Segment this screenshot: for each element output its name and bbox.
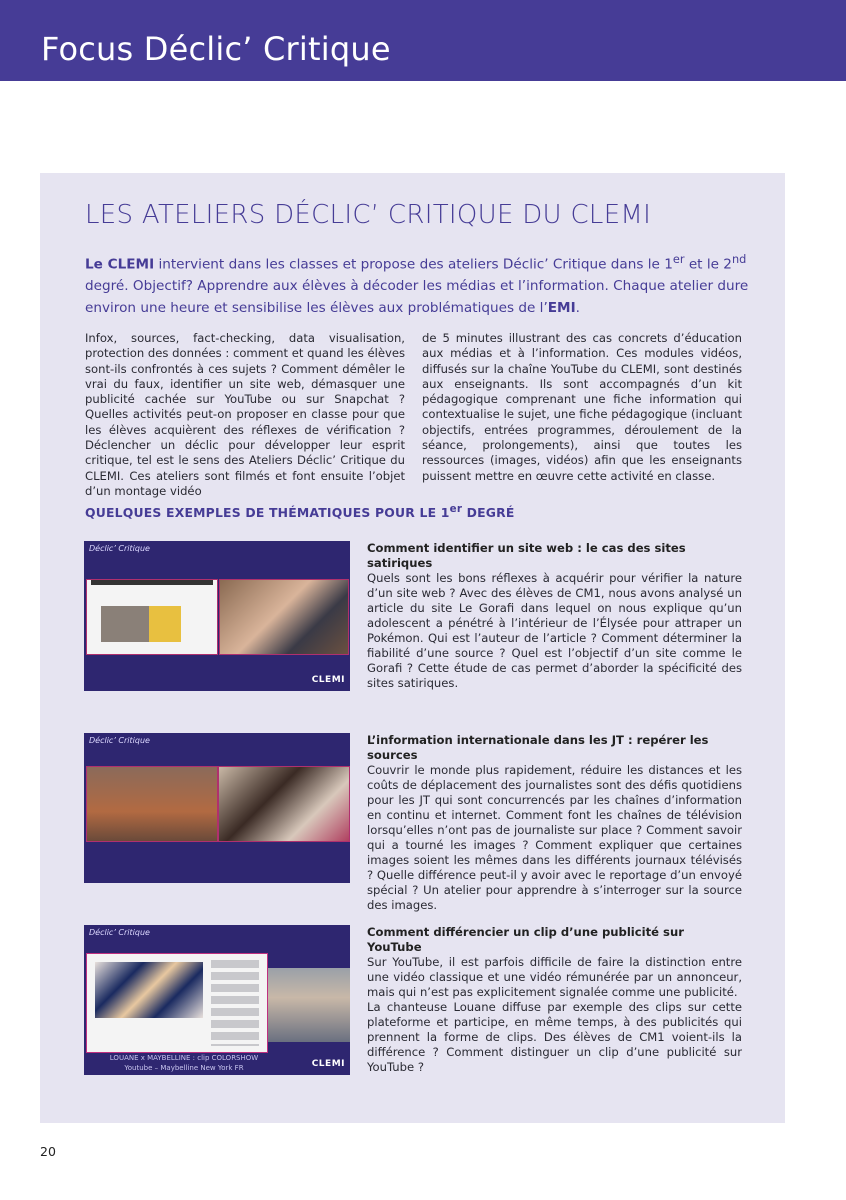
subheading-sup: er — [449, 503, 463, 515]
header-title: Focus Déclic’ Critique — [41, 30, 391, 68]
example-text — [367, 733, 742, 913]
examples-subheading — [85, 503, 515, 520]
body-column-right: de 5 minutes illustrant des cas concrets d’éducation aux médias et à l’information. Ces modules vidéos, diffusés sur la chaîne YouTube du CLEMI, sont destinés aux enseignants. Ils sont accompagnés d’un kit pédagogique comprenant une fiche information qui contextualise le sujet, une fiche pédagogique (incluant objectifs, entrées programmes, déroulement de la séance, prolongements), ainsi que toutes les ressources (images, vidéos) afin que les enseignants puissent mettre en œuvre cette activité en classe. — [422, 331, 742, 483]
intro-sup: nd — [731, 252, 747, 266]
intro-text: degré. Objectif? Apprendre aux élèves à décoder les médias et l’information. Chaque atelier dure environ une heure et sensibilise les élèves aux problématiques de l’ — [85, 278, 749, 316]
example-body: Quels sont les bons réflexes à acquérir pour vérifier la nature d’un site web ? Avec des élèves de CM1, nous avons analysé un article du site Le Gorafi dans lequel on nous explique qu’un adolescent a pénétré à l’intérieur de l’Élysée pour attraper un Pokémon. Qui est l’auteur de l’article ? Comment déterminer la fiabilité d’une source ? Quel est l’objectif d’un site comme le Gorafi ? Cette étude de cas permet d’aborder la spécificité des sites satiriques. — [367, 571, 742, 690]
caption-line: Youtube – Maybelline New York FR — [124, 1064, 244, 1072]
example-title: Comment différencier un clip d’une publicité sur YouTube — [367, 925, 684, 954]
article-screenshot — [86, 579, 218, 655]
intro-paragraph — [85, 249, 765, 319]
clemi-logo: CLEMI — [311, 1059, 345, 1069]
declic-critique-logo: Déclic’ Critique — [89, 928, 150, 937]
student-photo — [219, 579, 349, 655]
example-title: L’information internationale dans les JT : repérer les sources — [367, 733, 709, 762]
example-title: Comment identifier un site web : le cas des sites satiriques — [367, 541, 686, 570]
content-panel — [40, 173, 785, 1123]
example-text — [367, 925, 742, 1075]
intro-bold: EMI — [547, 299, 576, 316]
example-item — [84, 925, 784, 1077]
caption-line: LOUANE x MAYBELLINE : clip COLORSHOW — [109, 1054, 259, 1062]
example-body: Sur YouTube, il est parfois difficile de faire la distinction entre une vidéo classique et une vidéo rémunérée par un annonceur, mais qui n’est pas explicitement signalée comme une publicité. — [367, 955, 742, 999]
section-title: LES ATELIERS DÉCLIC’ CRITIQUE DU CLEMI — [85, 200, 652, 230]
example-body: La chanteuse Louane diffuse par exemple des clips sur cette plateforme et participe, en même temps, à des publicités qui prennent la forme de clips. Des élèves de CM1 voient-ils la différence ? Comment distinguer un clip d’une publicité sur YouTube ? — [367, 1000, 742, 1074]
page-header — [0, 0, 846, 81]
thumbnail-caption — [84, 1053, 284, 1073]
intro-text: . — [575, 299, 580, 316]
example-body: Couvrir le monde plus rapidement, réduire les distances et les coûts de déplacement des journalistes sont des défis quotidiens pour les JT qui sont concurrencés par les chaînes d’information en continu et internet. Comment font les chaînes de télévision lorsqu’elles n’ont pas de journaliste sur place ? Comment savoir qui a tourné les images ? Comment expliquer que certaines images soient les mêmes dans les différents journaux télévisés ? Quelle différence peut-il y avoir avec le reportage d’un envoyé spécial ? Un atelier pour apprendre à s’interroger sur la source des images. — [367, 763, 742, 912]
youtube-screenshot — [86, 953, 268, 1053]
example-text — [367, 541, 742, 691]
intro-text: et le 2 — [684, 256, 732, 273]
video-thumbnail[interactable] — [84, 541, 350, 691]
intro-bold: Le CLEMI — [85, 256, 155, 273]
news-footage — [86, 766, 218, 842]
declic-critique-logo: Déclic’ Critique — [89, 544, 150, 553]
student-photo — [218, 766, 350, 842]
example-item — [84, 733, 784, 912]
subheading-text: DEGRÉ — [462, 505, 515, 521]
video-thumbnail[interactable] — [84, 733, 350, 883]
declic-critique-logo: Déclic’ Critique — [89, 736, 150, 745]
classroom-photo — [268, 968, 350, 1042]
page-number: 20 — [40, 1144, 56, 1159]
intro-sup: er — [672, 252, 685, 266]
example-item — [84, 541, 784, 693]
intro-text: intervient dans les classes et propose des ateliers Déclic’ Critique dans le 1 — [154, 256, 673, 273]
body-column-left: Infox, sources, fact-checking, data visualisation, protection des données : comment et quand les élèves sont-ils confrontés à ces sujets ? Comment démêler le vrai du faux, identifier un site web, démasquer une publicité cachée sur YouTube ou sur Snapchat ? Quelles activités peut-on proposer en classe pour que les élèves acquièrent des réflexes de vérification ? Déclencher un déclic pour développer leur esprit critique, tel est le sens des Ateliers Déclic’ Critique du CLEMI. Ces ateliers sont filmés et font ensuite l’objet d’un montage vidéo — [85, 331, 405, 498]
video-thumbnail[interactable] — [84, 925, 350, 1075]
clemi-logo: CLEMI — [311, 675, 345, 685]
subheading-text: QUELQUES EXEMPLES DE THÉMATIQUES POUR LE 1 — [85, 505, 450, 521]
